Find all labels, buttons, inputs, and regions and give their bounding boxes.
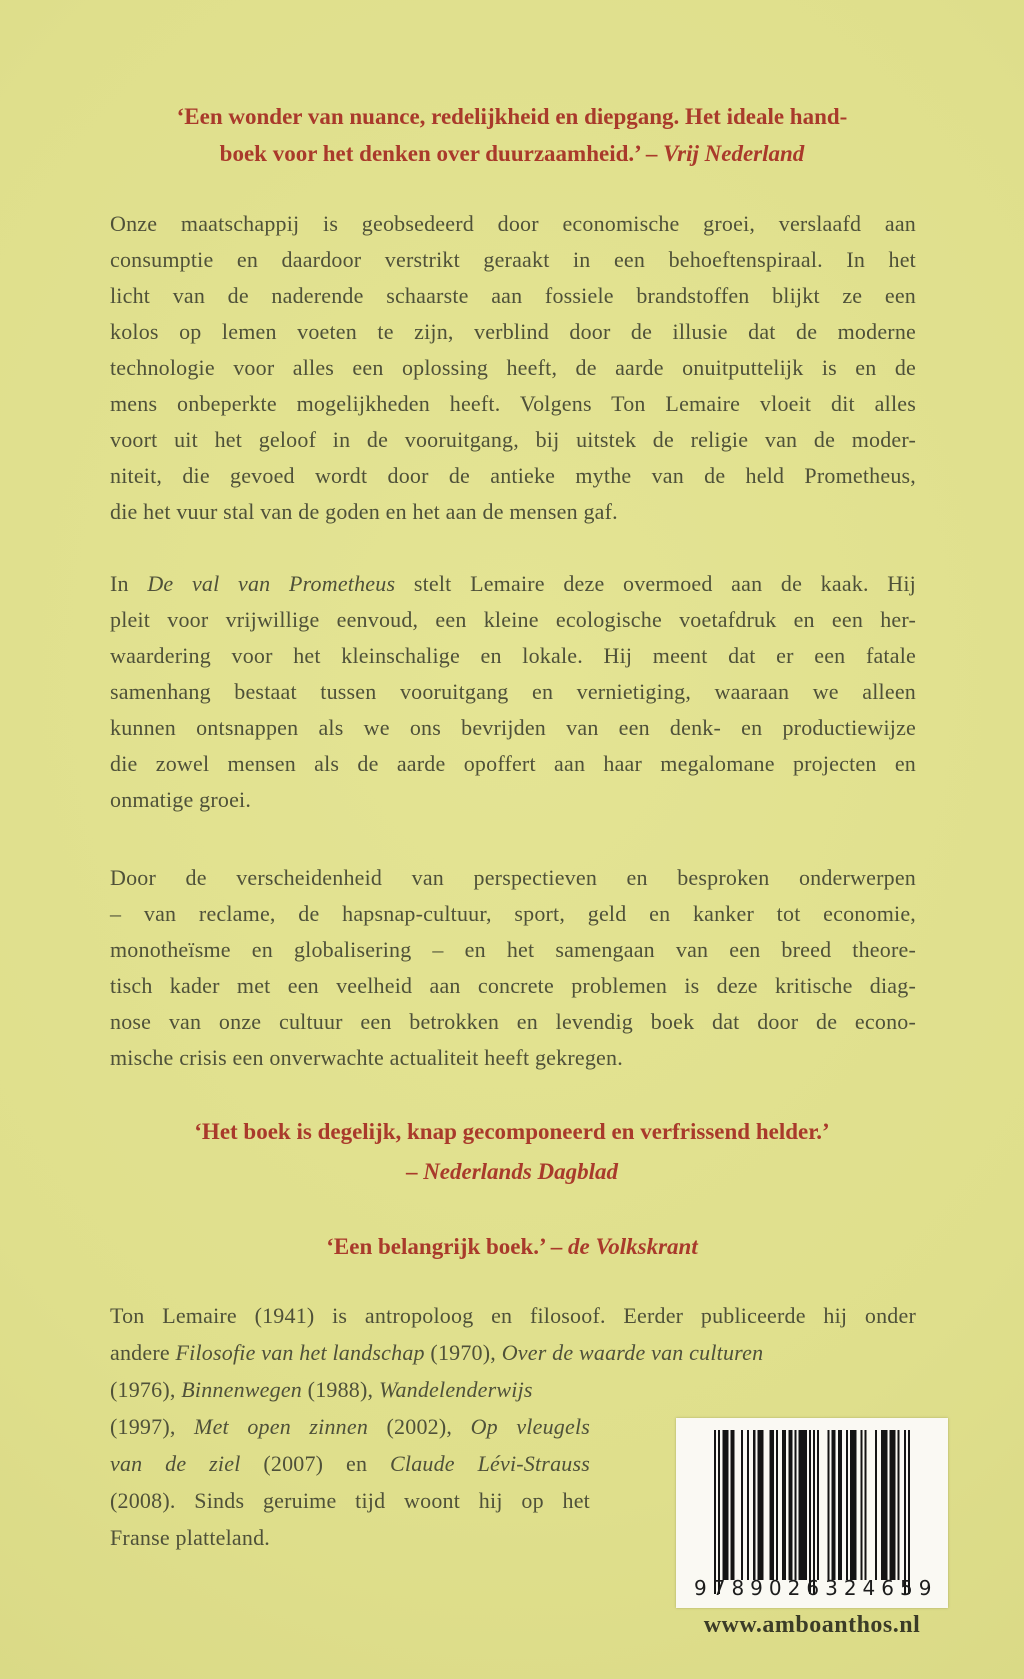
text-line: (1997), Met open zinnen (2002), Op vleugels	[110, 1414, 591, 1439]
text-line: die zowel mensen als de aarde opoffert aan haar megalomane projecten en	[110, 751, 916, 776]
isbn-digit-lead: 9	[694, 1576, 713, 1600]
review-quote-mid	[100, 1112, 924, 1192]
text-line: In De val van Prometheus stelt Lemaire deze overmoed aan de kaak. Hij	[110, 571, 916, 596]
review-quote-small	[100, 1228, 924, 1265]
publisher-website: www.amboanthos.nl	[703, 1612, 921, 1638]
blurb-paragraph-2	[110, 566, 916, 818]
text-line: Onze maatschappij is geobsedeerd door economische groei, verslaafd aan	[110, 211, 916, 236]
review-quote-top	[100, 98, 924, 172]
text-line: ‘Een belangrijk boek.’ – de Volkskrant	[326, 1234, 698, 1259]
text-line: waardering voor het kleinschalige en lokale. Hij meent dat er een fatale	[110, 643, 916, 668]
text-line: ‘Een wonder van nuance, redelijkheid en diepgang. Het ideale hand-	[176, 104, 848, 129]
text-line: kolos op lemen voeten te zijn, verblind door de illusie dat de moderne	[110, 319, 916, 344]
author-bio-narrow-column	[110, 1371, 590, 1556]
text-line: van de ziel (2007) en Claude Lévi-Strauss	[110, 1451, 590, 1476]
isbn-digits	[694, 1576, 938, 1602]
text-line: Door de verscheidenheid van perspectieven en besproken onderwerpen	[110, 865, 916, 890]
blurb-paragraph-3	[110, 860, 916, 1076]
text-line: pleit voor vrijwillige eenvoud, een kleine ecologische voetafdruk en een her-	[110, 607, 916, 632]
text-line: voort uit het geloof in de vooruitgang, bij uitstek de religie van de moder-	[110, 427, 916, 452]
text-line: (2008). Sinds geruime tijd woont hij op het	[110, 1488, 590, 1513]
text-line: nose van onze cultuur een betrokken en levendig boek dat door de econo-	[110, 1009, 916, 1034]
text-line: (1976), Binnenwegen (1988), Wandelenderwijs	[110, 1377, 533, 1402]
text-line: mens onbeperkte mogelijkheden heeft. Volgens Ton Lemaire vloeit dit alles	[110, 391, 916, 416]
text-line: Franse platteland.	[110, 1525, 270, 1550]
text-line: technologie voor alles een oplossing heeft, de aarde onuitputtelijk is en de	[110, 355, 916, 380]
text-line: niteit, die gevoed wordt door de antieke mythe van de held Prometheus,	[110, 463, 916, 488]
isbn-digit-group-right: 324659	[825, 1576, 938, 1600]
isbn-digit-group-left: 789026	[712, 1576, 826, 1600]
text-line: Ton Lemaire (1941) is antropoloog en filosoof. Eerder publiceerde hij onder	[110, 1303, 916, 1328]
text-line: onmatige groei.	[110, 787, 252, 812]
text-line: kunnen ontsnappen als we ons bevrijden van een denk- en productiewijze	[110, 715, 916, 740]
text-line: monotheïsme en globalisering – en het samengaan van een breed theore-	[110, 937, 916, 962]
text-line: tisch kader met een veelheid aan concrete problemen is deze kritische diag-	[110, 973, 916, 998]
author-bio-full-width	[110, 1297, 916, 1371]
text-line: samenhang bestaat tussen vooruitgang en vernietiging, waaraan we alleen	[110, 679, 916, 704]
blurb-paragraph-1	[110, 206, 916, 530]
text-line: die het vuur stal van de goden en het aan de mensen gaf.	[110, 499, 618, 524]
text-line: consumptie en daardoor verstrikt geraakt in een behoeftenspiraal. In het	[110, 247, 916, 272]
text-line: – van reclame, de hapsnap-cultuur, sport, geld en kanker tot economie,	[110, 901, 916, 926]
text-line: ‘Het boek is degelijk, knap gecomponeerd en verfrissend helder.’	[194, 1119, 830, 1144]
text-line: andere Filosofie van het landschap (1970), Over de waarde van culturen	[110, 1340, 764, 1365]
text-line: licht van de naderende schaarste aan fossiele brandstoffen blijkt ze een	[110, 283, 916, 308]
text-line: mische crisis een onverwachte actualiteit heeft gekregen.	[110, 1045, 623, 1070]
text-line: – Nederlands Dagblad	[405, 1159, 619, 1184]
barcode-image	[714, 1430, 910, 1594]
text-line: boek voor het denken over duurzaamheid.’ – Vrij Nederland	[219, 141, 805, 166]
barcode-panel	[676, 1418, 948, 1608]
